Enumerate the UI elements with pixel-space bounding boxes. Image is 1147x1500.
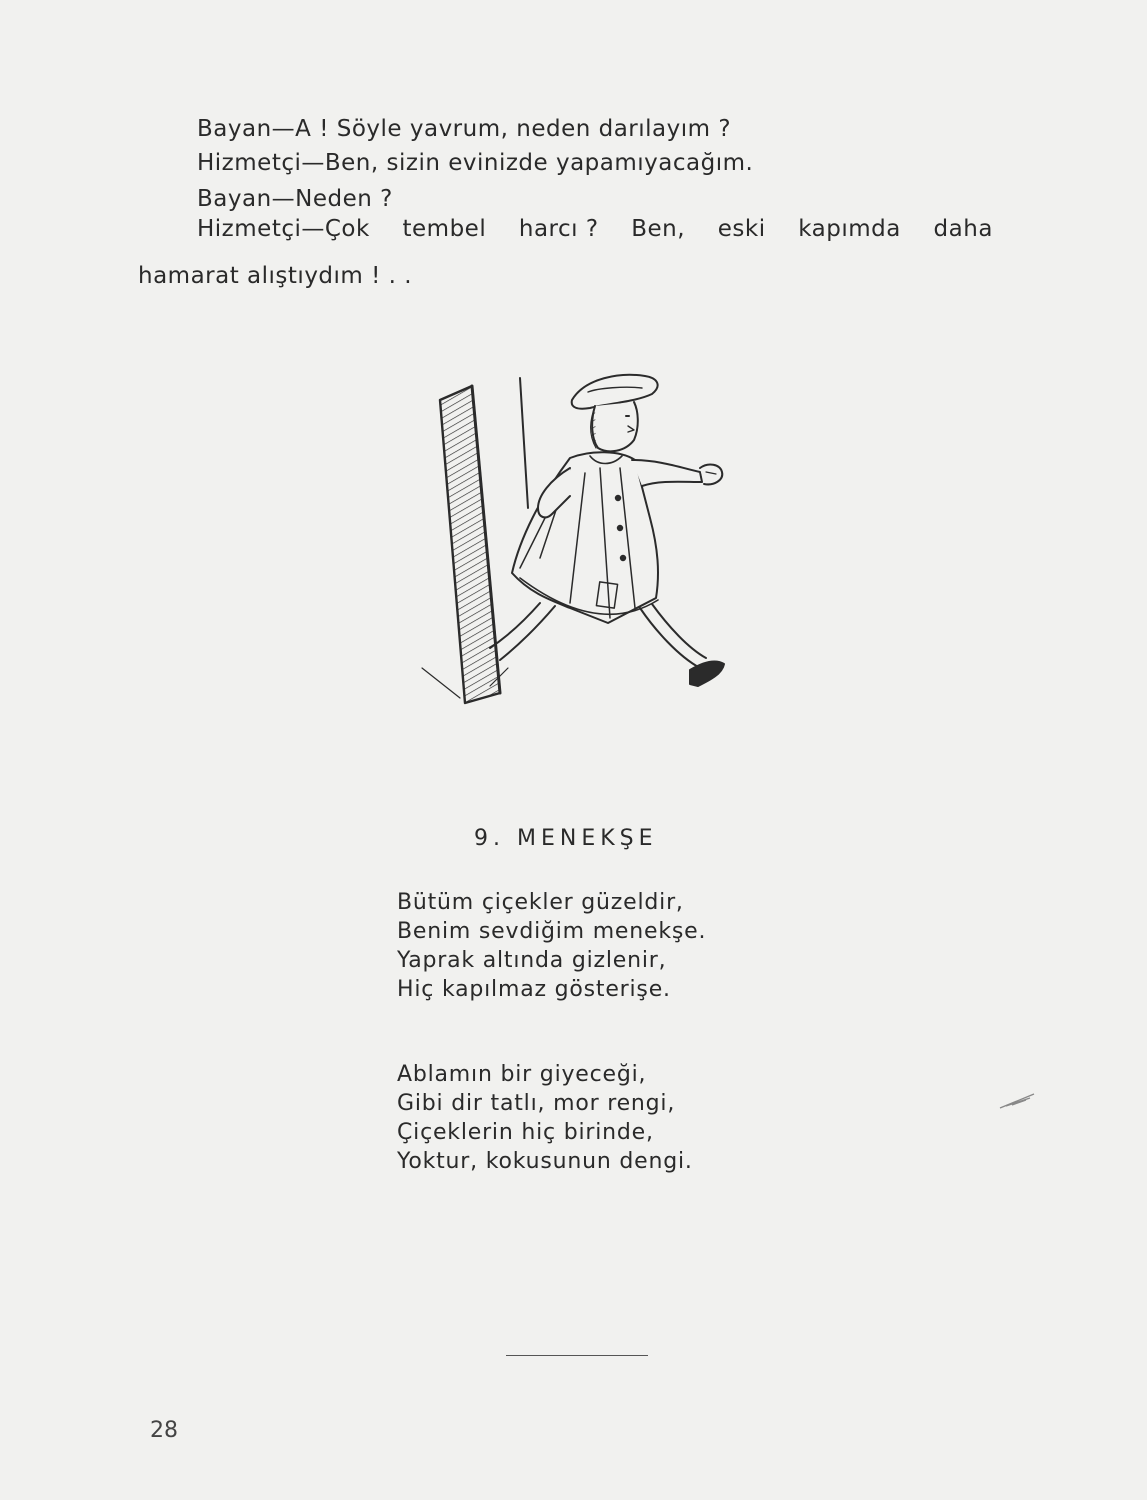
poem-verse: Gibi dir tatlı, mor rengi, xyxy=(397,1091,676,1116)
dialogue-word: kapımda xyxy=(798,216,901,242)
poem-verse: Ablamın bir giyeceği, xyxy=(397,1062,647,1087)
dialogue-word: tembel xyxy=(402,216,487,242)
dialogue-line: Bayan—A ! Söyle yavrum, neden darılayım ? xyxy=(197,116,732,142)
section-divider xyxy=(506,1355,648,1356)
poem-stanza xyxy=(397,1060,693,1176)
poem-verse: Bütüm çiçekler güzeldir, xyxy=(397,890,684,915)
dialogue-word: daha xyxy=(933,216,993,242)
ink-smudge-mark xyxy=(998,1090,1038,1112)
dialogue-word: Hizmetçi—Çok xyxy=(197,216,370,242)
page-number: 28 xyxy=(150,1418,178,1443)
girl-leaving-through-door-illustration xyxy=(420,368,740,713)
poem-verse: Çiçeklerin hiç birinde, xyxy=(397,1120,654,1145)
dialogue-word: eski xyxy=(717,216,766,242)
dialogue-line: hamarat alıştıydım ! . . xyxy=(138,263,413,289)
poem-stanza xyxy=(397,888,706,1004)
poem-title: 9. MENEKŞE xyxy=(474,826,658,851)
dialogue-word: Ben, xyxy=(631,216,686,242)
dialogue-word: harcı ? xyxy=(518,216,599,242)
poem-verse: Yaprak altında gizlenir, xyxy=(397,948,667,973)
poem-verse: Hiç kapılmaz gösterişe. xyxy=(397,977,671,1002)
poem-verse: Yoktur, kokusunun dengi. xyxy=(397,1149,693,1174)
poem-verse: Benim sevdiğim menekşe. xyxy=(397,919,707,944)
dialogue-line-justified xyxy=(197,216,993,242)
dialogue-line: Bayan—Neden ? xyxy=(197,186,393,212)
dialogue-line: Hizmetçi—Ben, sizin evinizde yapamıyacağım. xyxy=(197,150,754,176)
